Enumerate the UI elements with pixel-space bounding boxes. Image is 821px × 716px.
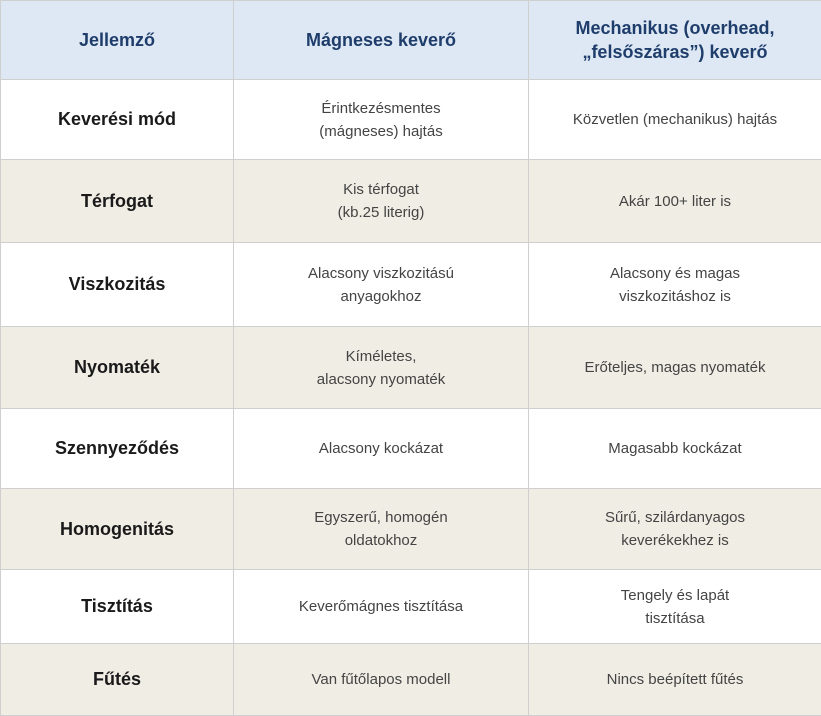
- table-row: [1, 409, 821, 489]
- header-magnetic: [234, 1, 529, 80]
- magnetic-cell: [234, 327, 529, 409]
- row-label: Térfogat: [1, 160, 234, 243]
- cell-line: Magasabb kockázat: [539, 437, 811, 460]
- row-label: Keverési mód: [1, 80, 234, 160]
- header-line: Mágneses keverő: [244, 28, 518, 52]
- header-feature: [1, 1, 234, 80]
- mechanical-cell: [529, 80, 821, 160]
- table-row: [1, 327, 821, 409]
- cell-line: Keverőmágnes tisztítása: [244, 595, 518, 618]
- magnetic-cell: [234, 570, 529, 644]
- mechanical-cell: [529, 327, 821, 409]
- table-row: [1, 489, 821, 570]
- cell-line: Tengely és lapát: [539, 584, 811, 607]
- cell-line: Akár 100+ liter is: [539, 190, 811, 213]
- mechanical-cell: [529, 644, 821, 716]
- table-row: [1, 644, 821, 716]
- cell-line: anyagokhoz: [244, 285, 518, 308]
- cell-line: alacsony nyomaték: [244, 368, 518, 391]
- cell-line: Egyszerű, homogén: [244, 506, 518, 529]
- mechanical-cell: [529, 489, 821, 570]
- header-row: [1, 1, 821, 80]
- table-row: [1, 160, 821, 243]
- cell-line: Érintkezésmentes: [244, 97, 518, 120]
- cell-line: Kíméletes,: [244, 345, 518, 368]
- cell-line: Közvetlen (mechanikus) hajtás: [539, 108, 811, 131]
- magnetic-cell: [234, 644, 529, 716]
- magnetic-cell: [234, 243, 529, 327]
- magnetic-cell: [234, 409, 529, 489]
- cell-line: Erőteljes, magas nyomaték: [539, 356, 811, 379]
- mechanical-cell: [529, 409, 821, 489]
- cell-line: Kis térfogat: [244, 178, 518, 201]
- header-line: „felsőszáras”) keverő: [539, 40, 811, 64]
- cell-line: oldatokhoz: [244, 529, 518, 552]
- row-label: Homogenitás: [1, 489, 234, 570]
- row-label: Tisztítás: [1, 570, 234, 644]
- cell-line: Nincs beépített fűtés: [539, 668, 811, 691]
- cell-line: Alacsony és magas: [539, 262, 811, 285]
- cell-line: Alacsony viszkozitású: [244, 262, 518, 285]
- magnetic-cell: [234, 489, 529, 570]
- header-line: Mechanikus (overhead,: [539, 16, 811, 40]
- magnetic-cell: [234, 80, 529, 160]
- table-row: [1, 80, 821, 160]
- header-line: Jellemző: [11, 28, 223, 52]
- table-row: [1, 243, 821, 327]
- cell-line: Alacsony kockázat: [244, 437, 518, 460]
- cell-line: Van fűtőlapos modell: [244, 668, 518, 691]
- cell-line: tisztítása: [539, 607, 811, 630]
- row-label: Viszkozitás: [1, 243, 234, 327]
- row-label: Fűtés: [1, 644, 234, 716]
- cell-line: keverékekhez is: [539, 529, 811, 552]
- cell-line: (mágneses) hajtás: [244, 120, 518, 143]
- header-mechanical: [529, 1, 821, 80]
- row-label: Nyomaték: [1, 327, 234, 409]
- cell-line: Sűrű, szilárdanyagos: [539, 506, 811, 529]
- table-row: [1, 570, 821, 644]
- mechanical-cell: [529, 570, 821, 644]
- mechanical-cell: [529, 243, 821, 327]
- row-label: Szennyeződés: [1, 409, 234, 489]
- mechanical-cell: [529, 160, 821, 243]
- cell-line: viszkozitáshoz is: [539, 285, 811, 308]
- magnetic-cell: [234, 160, 529, 243]
- cell-line: (kb.25 literig): [244, 201, 518, 224]
